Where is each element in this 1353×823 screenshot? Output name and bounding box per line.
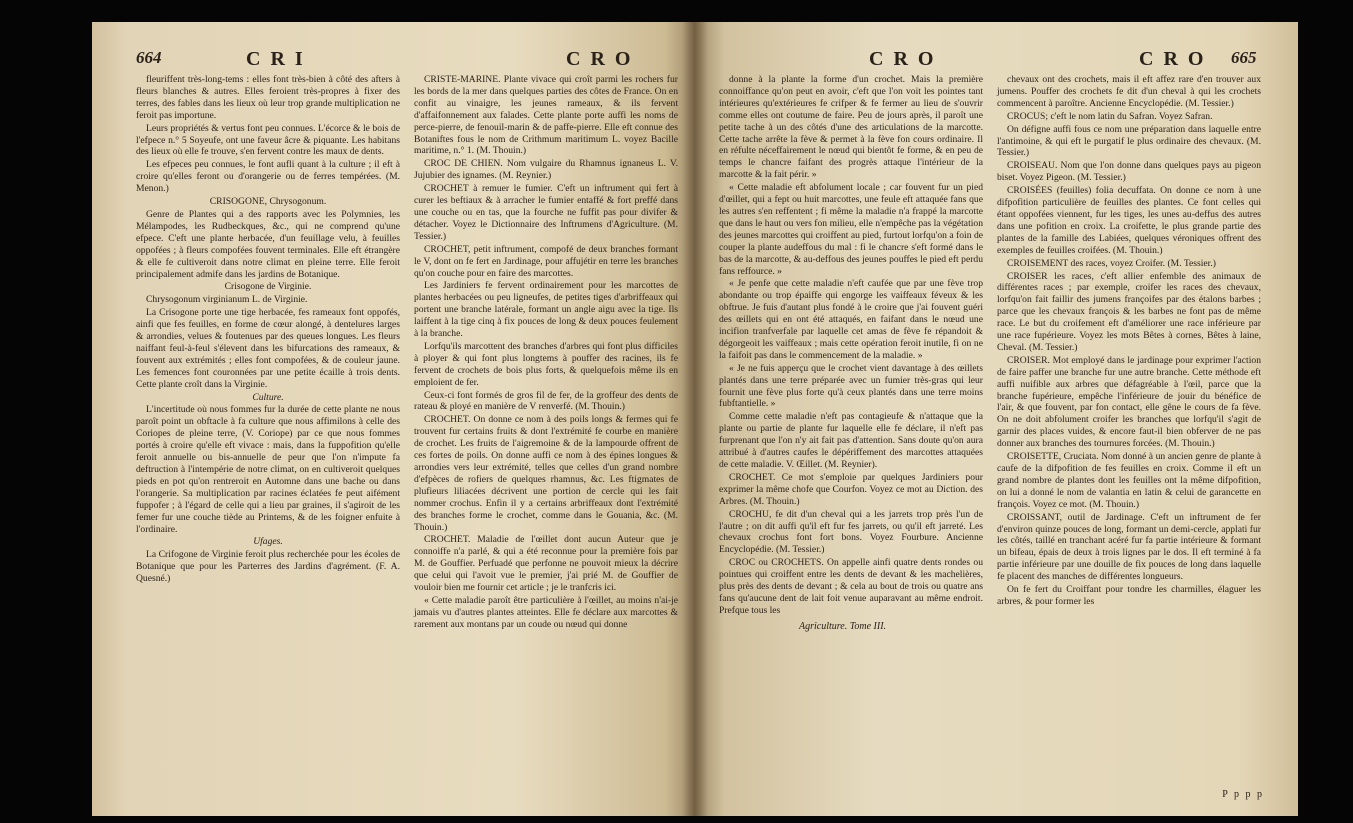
paragraph: L'incertitude où nous fommes fur la durée de cette plante ne nous paroît point un obftacle à fa culture que nous affimilons à celle des Coriopes de pleine terre, (V. Coriope) par ce que nous fommes portés à croire qu'elle eft vivace : mais, dans la fuppofition qu'elle feroit annuelle ou bis-annuelle de peur que l'on n'impute fa deftruction à l'intempérie de notre climat, on en cultiveroit quelques pieds en pot qu'on rentreroit en Automne dans une bache ou dans l'orangerie. Sa multiplication par racines éclatées fe peut aifément fuppofer ; à l'égard de celle qui a lieu par graines, il s'agiroit de les femer fur une couche tiède au Printems, & de les foigner enfuite à l'ordinaire.	[136, 404, 400, 535]
paragraph: CROCUS; c'eft le nom latin du Safran. Voyez Safran.	[1007, 110, 1213, 122]
paragraph: On défigne auffi fous ce nom une préparation dans laquelle entre l'antimoine, & qui eft le purgatif le plus ordinaire des chevaux. (M. Tessier.)	[997, 123, 1261, 159]
running-head: CRO	[869, 48, 944, 70]
paragraph: Leurs propriétés & vertus font peu connues. L'écorce & le bois de l'efpece n.° 5 Soyeufe, ont une faveur âcre & piquante. Les habitans des lieux où elle fe trouve, s'en fervent contre les maux de dents.	[136, 122, 400, 158]
paragraph: CROISEAU. Nom que l'on donne dans quelques pays au pigeon biset. Voyez Pigeon. (M. Tessier.)	[997, 160, 1261, 184]
paragraph: CROCHET. Maladie de l'œillet dont aucun Auteur que je connoiffe n'a parlé, & qui a été reconnue pour la première fois par M. de Gouffier. Perfuadé que perfonne ne pouvoit mieux la décrire que celui qui l'avoit vue le premier, j'ai prié M. de Gouffier de vouloir bien me fournir cet article ; je le tranfcris ici.	[414, 534, 678, 594]
paragraph: « Cette maladie paroît être particulière à l'œillet, au moins n'ai-je jamais vu d'autres plantes atteintes. Elle fe déclare aux marcottes & rarement aux montans par un coude ou nœud qui donne	[414, 594, 678, 630]
paragraph: CROISEMENT des races, voyez Croifer. (M. Tessier.)	[1007, 257, 1216, 269]
paragraph: CROISETTE, Cruciata. Nom donné à un ancien genre de plante à caufe de la difpofition de fes feuilles en croix. Comme il eft un grand nombre de plantes dont les feuilles ont la même difpofition, on lui a donné le nom de valantia en latin & celui de garancette en françois. Voyez ce mot. (M. Thouin.)	[997, 451, 1261, 510]
paragraph: CRISTE-MARINE. Plante vivace qui croît parmi les rochers fur les bords de la mer dans quelques parties des côtes de France. On en confit au vinaigre, les jeunes rameaux, & ils fervent d'affaifonnement aux falades. Cette plante porte auffi les noms de perce-pierre, de fenouil-marin & de paffe-pierre. Elle eft connue des Botaniftes fous le nom de Crithmum maritimum L. voyez Bacille maritime, n.° 1. (M. Thouin.)	[414, 74, 678, 157]
paragraph: CROCHET à remuer le fumier. C'eft un inftrument qui fert à curer les beftiaux & à arracher le fumier entaffé & fort preffé dans une couche ou en tas, que la fourche ne fuffit pas pour divifer & détacher. Voyez le Dictionnaire des Inftrumens d'Agriculture. (M. Tessier.)	[414, 183, 678, 242]
page-footer: Agriculture. Tome III.	[799, 620, 887, 632]
paragraph: CROISSANT, outil de Jardinage. C'eft un inftrument de fer d'environ quinze pouces de long, formant un demi-cercle, applati fur les côtés, taillé en tranchant acéré fur fa partie intérieure & formant un bifeau, épais de deux à trois lignes par le dos. Il eft terminé à fa partie inférieure par une douille de fix pouces de long dans laquelle fe placent des manches de différentes longueurs.	[997, 511, 1261, 583]
paragraph: On fe fert du Croiffant pour tondre les charmilles, élaguer les arbres, & pour former les	[997, 584, 1261, 607]
column	[414, 74, 678, 632]
paragraph: La Crifogone de Virginie feroit plus recherchée pour les écoles de Botanique que pour les Parterres des Jardins d'agrément. (F. A. Quesné.)	[136, 549, 400, 585]
open-book	[92, 22, 1298, 816]
running-head: CRI	[246, 48, 313, 70]
paragraph: chevaux ont des crochets, mais il eft affez rare d'en trouver aux jumens. Pouffer des crochets fe dit d'un cheval à qui les crochets commencent à paroître. Ancienne Encyclopédie. (M. Tessier.)	[997, 74, 1261, 109]
left-page-header	[136, 48, 679, 74]
paragraph: CROC DE CHIEN. Nom vulgaire du Rhamnus ignaneus L. V. Jujubier des ignames. (M. Reynier.)	[414, 158, 678, 182]
running-head: CRO	[1139, 48, 1214, 70]
paragraph: CROCHET, petit inftrument, compofé de deux branches formant le V, dont on fe fert en Jardinage, pour affujétir en terre les branches qu'on couche pour en faire des marcottes.	[414, 243, 678, 279]
paragraph: CROCHET. Ce mot s'emploie par quelques Jardiniers pour exprimer la même chofe que Courfon. Voyez ce mot au Diction. des Arbres. (M. Thouin.)	[719, 471, 983, 507]
running-head: CRO	[566, 48, 641, 70]
paragraph: Chrysogonum virginianum L. de Virginie.	[146, 294, 308, 306]
paragraph: CROISER. Mot employé dans le jardinage pour exprimer l'action de faire paffer une branche fur une autre branche. Cette méthode eft auffi nuifible aux arbres que défagréable à l'œil, parce que la branche fupérieure, empêche l'inférieure de jouir du bénéfice de l'air, & que fouvent, par fon contact, elle gêne le cours de fa fève. On ne doit abfolument croifer les branches que lorfqu'il s'agit de garnir des places vuides, & encore faut-il bien obferver de ne pas donner aux branches des tournures forcées. (M. Thouin.)	[997, 354, 1261, 450]
paragraph: CROC ou CROCHETS. On appelle ainfi quatre dents rondes ou pointues qui croiffent entre les dents de devant & les machelières, plus près des dents de devant ; & cela au bout de trois ou quatre ans fans qu'aucune dent de lait foit venue auparavant au même endroit. Prefque tous les	[719, 557, 983, 616]
section-heading: Crisogone de Virginie.	[224, 281, 312, 293]
paragraph: Ceux-ci font formés de gros fil de fer, de la groffeur des dents de rateau & ployé en manière de V renverfé. (M. Thouin.)	[414, 389, 678, 413]
paragraph: Les Jardiniers fe fervent ordinairement pour les marcottes de plantes herbacées ou peu ligneufes, de petites tiges d'arbriffeaux qui portent une branche latérale, formant un angle aigu avec la tige. Ils laiffent à la tige cinq à fix pouces de long & deux pouces feulement à la branche.	[414, 280, 678, 340]
paragraph: « Je penfe que cette maladie n'eft caufée que par une fève trop abondante ou trop épaiffe qui engorge les vaiffeaux féveux & les obftrue. Je fuis d'autant plus fondé à le croire que j'ai fouvent guéri des œillets qui en ont été attaqués, en faifant dans le nœud une incifion tranfverfale par laquelle cet amas de fève fe répandoit & dégorgeoit les vaiffeaux ; mais cette opération feroit inutile, fi on ne la faifoit pas dans le commencement de la maladie. »	[719, 278, 983, 361]
paragraph: CROCHU, fe dit d'un cheval qui a les jarrets trop près l'un de l'autre ; on dit auffi qu'il eft fur fes jarrets, ou qu'il eft jarreté. Les chevaux crochus font fort bons. Voyez Fourbure. Ancienne Encyclopédie. (M. Tessier.)	[719, 508, 983, 556]
paragraph: donne à la plante la forme d'un crochet. Mais la première connoiffance qu'on peut en avoir, c'eft que l'on voit les pointes tant intérieures qu'extérieures fe crifper & fe fermer au lieu de s'ouvrir comme elles ont coutume de faire. Peu de jours après, il paroît une petite tache à un des côtés d'une des articulations de la marcotte. Cette tache arrête la fève & permet à la fève fon cours ordinaire. Il en réfulte néceffairement le nœud qui bientôt fe forme, & en peu de temps le chancre faifant des progrès attaque l'intérieur de la marcotte & la fait périr. »	[719, 74, 983, 181]
column	[997, 74, 1261, 633]
paragraph: Les efpeces peu connues, le font aufli quant à la culture ; il eft à croire qu'elles feront ou d'orangerie ou de ferres tempérées. (M. Menon.)	[136, 159, 400, 195]
section-heading: CRISOGONE, Chrysogonum.	[209, 196, 327, 208]
left-page-columns	[136, 74, 679, 632]
paragraph: La Crisogone porte une tige herbacée, fes rameaux font oppofés, ainfi que fes feuilles, en forme de cœur alongé, à dentelures larges & arrondies, velues & foutenues par des queues longues. Les fleurs naiffant feul-à-feul s'élevent dans les bifurcations des rameaux, & fouvent aux extrémités ; elles font compofées, & de couleur jaune. Les femences font couronnées par une petite écaille à trois dents. Cette plante croît dans la Virginie.	[136, 307, 400, 390]
paragraph: Comme cette maladie n'eft pas contagieufe & n'attaque que la plante ou partie de plante fur laquelle elle fe déclare, il n'eft pas furprenant que l'on n'y ait fait pas d'attention. Sans doute qu'on aura attribué à d'autres caufes le dépériffement des marcottes attaquées de cette maladie. V. Œillet. (M. Reynier).	[719, 411, 983, 470]
paragraph: « Je ne fuis apperçu que le crochet vient davantage à des œillets plantés dans une terre préparée avec un fumier très-gras qui leur fournit une fève plus forte qu'à ceux plantés dans une terre moins fubftantielle. »	[719, 362, 983, 410]
right-page-columns	[719, 74, 1262, 633]
book-gutter	[682, 22, 708, 816]
right-page	[695, 22, 1298, 816]
paragraph: Genre de Plantes qui a des rapports avec les Polymnies, les Mélampodes, les Rudbeckques, &c., qui ne comprend qu'une efpece. C'eft une plante herbacée, d'un feuillage velu, à feuilles oppofées ; à fleurs compofées fouvent terminales. Elle eft étrangère & elle fe cultiveroit dans notre climat en pleine terre. Elle feroit principalement admife dans les jardins de Botanique.	[136, 208, 400, 280]
page-number: 664	[136, 48, 162, 67]
paragraph: « Cette maladie eft abfolument locale ; car fouvent fur un pied d'œillet, qui a fept ou huit marcottes, une feule eft attaquée fans que les autres s'en reffentent ; fi même la maladie n'a frappé la marcotte que dans le haut ou vers fon milieu, elle n'empêche pas la végétation des jeunes marcottes qui croiffent au pied, furtout lorfqu'on a foin de couper la plante audeffous du mal : fi le chancre s'eft formé dans le bas de la marcotte, & au-deffous des jeunes pouffes le pied eft perdu fans reffource. »	[719, 182, 983, 277]
paragraph: Lorfqu'ils marcottent des branches d'arbres qui font plus difficiles à ployer & qui font plus longtems à pouffer des racines, ils fe fervent de crochets de bois plus forts, & quelquefois même ils en emploient de fer.	[414, 340, 678, 388]
section-heading: Culture.	[252, 391, 284, 403]
column	[719, 74, 983, 633]
paragraph: CROCHET. On donne ce nom à des poils longs & fermes qui fe trouvent fur certains fruits & dont l'extrémité fe courbe en manière de crochet. Les fruits de l'aigremoine & de la lampourde offrent de ces fortes de poils. On donne auffi ce nom à des épines longues & arrondies vers leur extrémité, telles que celles d'un grand nombre d'efpèces de rofiers de quelques rhamnus, &c. Les ftigmates de plufieurs liliacées décrivent une portion de cercle qui les fait nommer crochus. Enfin il y a certains arbriffeaux dont l'extrémité des branches forme le crochet, comme dans le Gouania, &c. (M. Thouin.)	[414, 414, 678, 533]
column	[136, 74, 400, 632]
paragraph: CROISÉES (feuilles) folia decuffata. On donne ce nom à une difpofition particulière de feuilles des plantes. Ce font celles qui étant oppofées viennent, fur les tiges, les unes au-deffus des autres dans une pofition en croix. La croifette, le plus grande partie des plantes de la famille des Labiées, quelques véroniques offrent des exemples de feuilles croifées. (M. Thouin.)	[997, 185, 1261, 256]
paragraph: CROISER les races, c'eft allier enfemble des animaux de différentes races ; par exemple, croifer les races des chevaux, lorfqu'on fait faillir des jumens françoifes par des étalons barbes ; parce que les chevaux françois & les barbes ne font pas de même race. Le but du croifement eft d'améliorer une race inférieure par une race fupérieure. Voyez les mots Bêtes à cornes, Bêtes à laine, Cheval. (M. Tessier.)	[997, 270, 1261, 353]
right-page-header	[719, 48, 1262, 74]
left-page	[92, 22, 695, 816]
signature-mark: P p p p	[1222, 789, 1264, 800]
page-number: 665	[1231, 48, 1257, 67]
section-heading: Ufages.	[253, 536, 283, 548]
paragraph: fleuriffent très-long-tems : elles font très-bien à côté des afters à fleurs blanches & autres. Elles feroient très-propres à fixer des terres, des fables dans les lieux où leur trop grande multiplication ne feroit pas importune.	[136, 74, 400, 121]
